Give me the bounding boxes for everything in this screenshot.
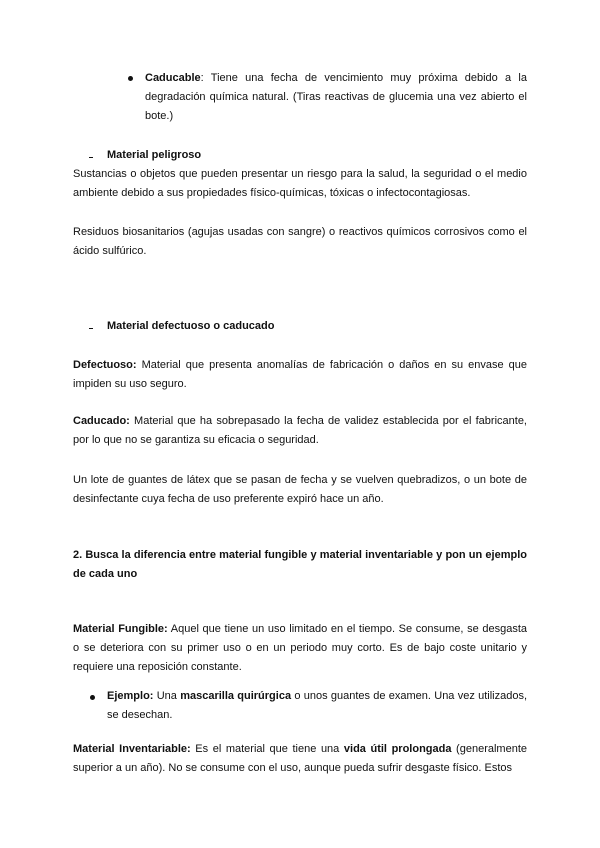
- peligroso-heading: Material peligroso: [107, 149, 202, 161]
- defectuoso-term: Defectuoso:: [73, 359, 137, 371]
- caducado-definition: [73, 412, 527, 450]
- defectuoso-example: Un lote de guantes de látex que se pasan de fecha y se vuelven quebradizos, o un bote de desinfectante cuya fecha de uso preferente expiró hace un año.: [73, 474, 527, 505]
- dash-bullet: [89, 157, 93, 158]
- defectuoso-text: Material que presenta anomalías de fabricación o daños en su envase que impiden su uso seguro.: [73, 359, 527, 390]
- defectuoso-definition: [73, 356, 527, 394]
- peligroso-description: Sustancias o objetos que pueden presentar un riesgo para la salud, la seguridad o el medio ambiente debido a sus propiedades físico-químicas, tóxicas o infectocontagiosas.: [73, 168, 527, 199]
- fungible-definition: [73, 620, 527, 677]
- fungible-text: Aquel que tiene un uso limitado en el tiempo. Se consume, se desgasta o se deteriora con su primer uso o en un periodo muy corto. Es de bajo coste unitario y requiere una reposición constante.: [73, 623, 527, 673]
- caducado-text: Material que ha sobrepasado la fecha de validez establecida por el fabricante, por lo que no se garantiza su eficacia o seguridad.: [73, 415, 527, 446]
- caducable-term: Caducable: [145, 72, 201, 84]
- caducado-term: Caducado:: [73, 415, 130, 427]
- bullet-dot: [90, 695, 95, 700]
- fungible-example: Ejemplo: Una mascarilla quirúrgica o unos guantes de examen. Una vez utilizados, se desechan.: [107, 690, 528, 721]
- dash-bullet: [89, 328, 93, 329]
- peligroso-example: Residuos biosanitarios (agujas usadas con sangre) o reactivos químicos corrosivos como el ácido sulfúrico.: [73, 226, 527, 257]
- inventariable-term: Material Inventariable:: [73, 743, 191, 755]
- caducable-text: : Tiene una fecha de vencimiento muy próxima debido a la degradación química natural. (Tiras reactivas de glucemia una vez abierto el bote.): [145, 72, 527, 122]
- bullet-dot: [128, 76, 133, 81]
- inventariable-definition: Material Inventariable: Es el material que tiene una vida útil prolongada (generalmente superior a un año). No se consume con el uso, aunque pueda sufrir desgaste físico. Estos: [73, 743, 527, 774]
- caducable-item: [145, 69, 527, 126]
- defectuoso-heading: Material defectuoso o caducado: [107, 320, 275, 332]
- fungible-example-term: Ejemplo:: [107, 690, 154, 702]
- fungible-term: Material Fungible:: [73, 623, 168, 635]
- question-2: 2. Busca la diferencia entre material fungible y material inventariable y pon un ejemplo de cada uno: [73, 549, 527, 580]
